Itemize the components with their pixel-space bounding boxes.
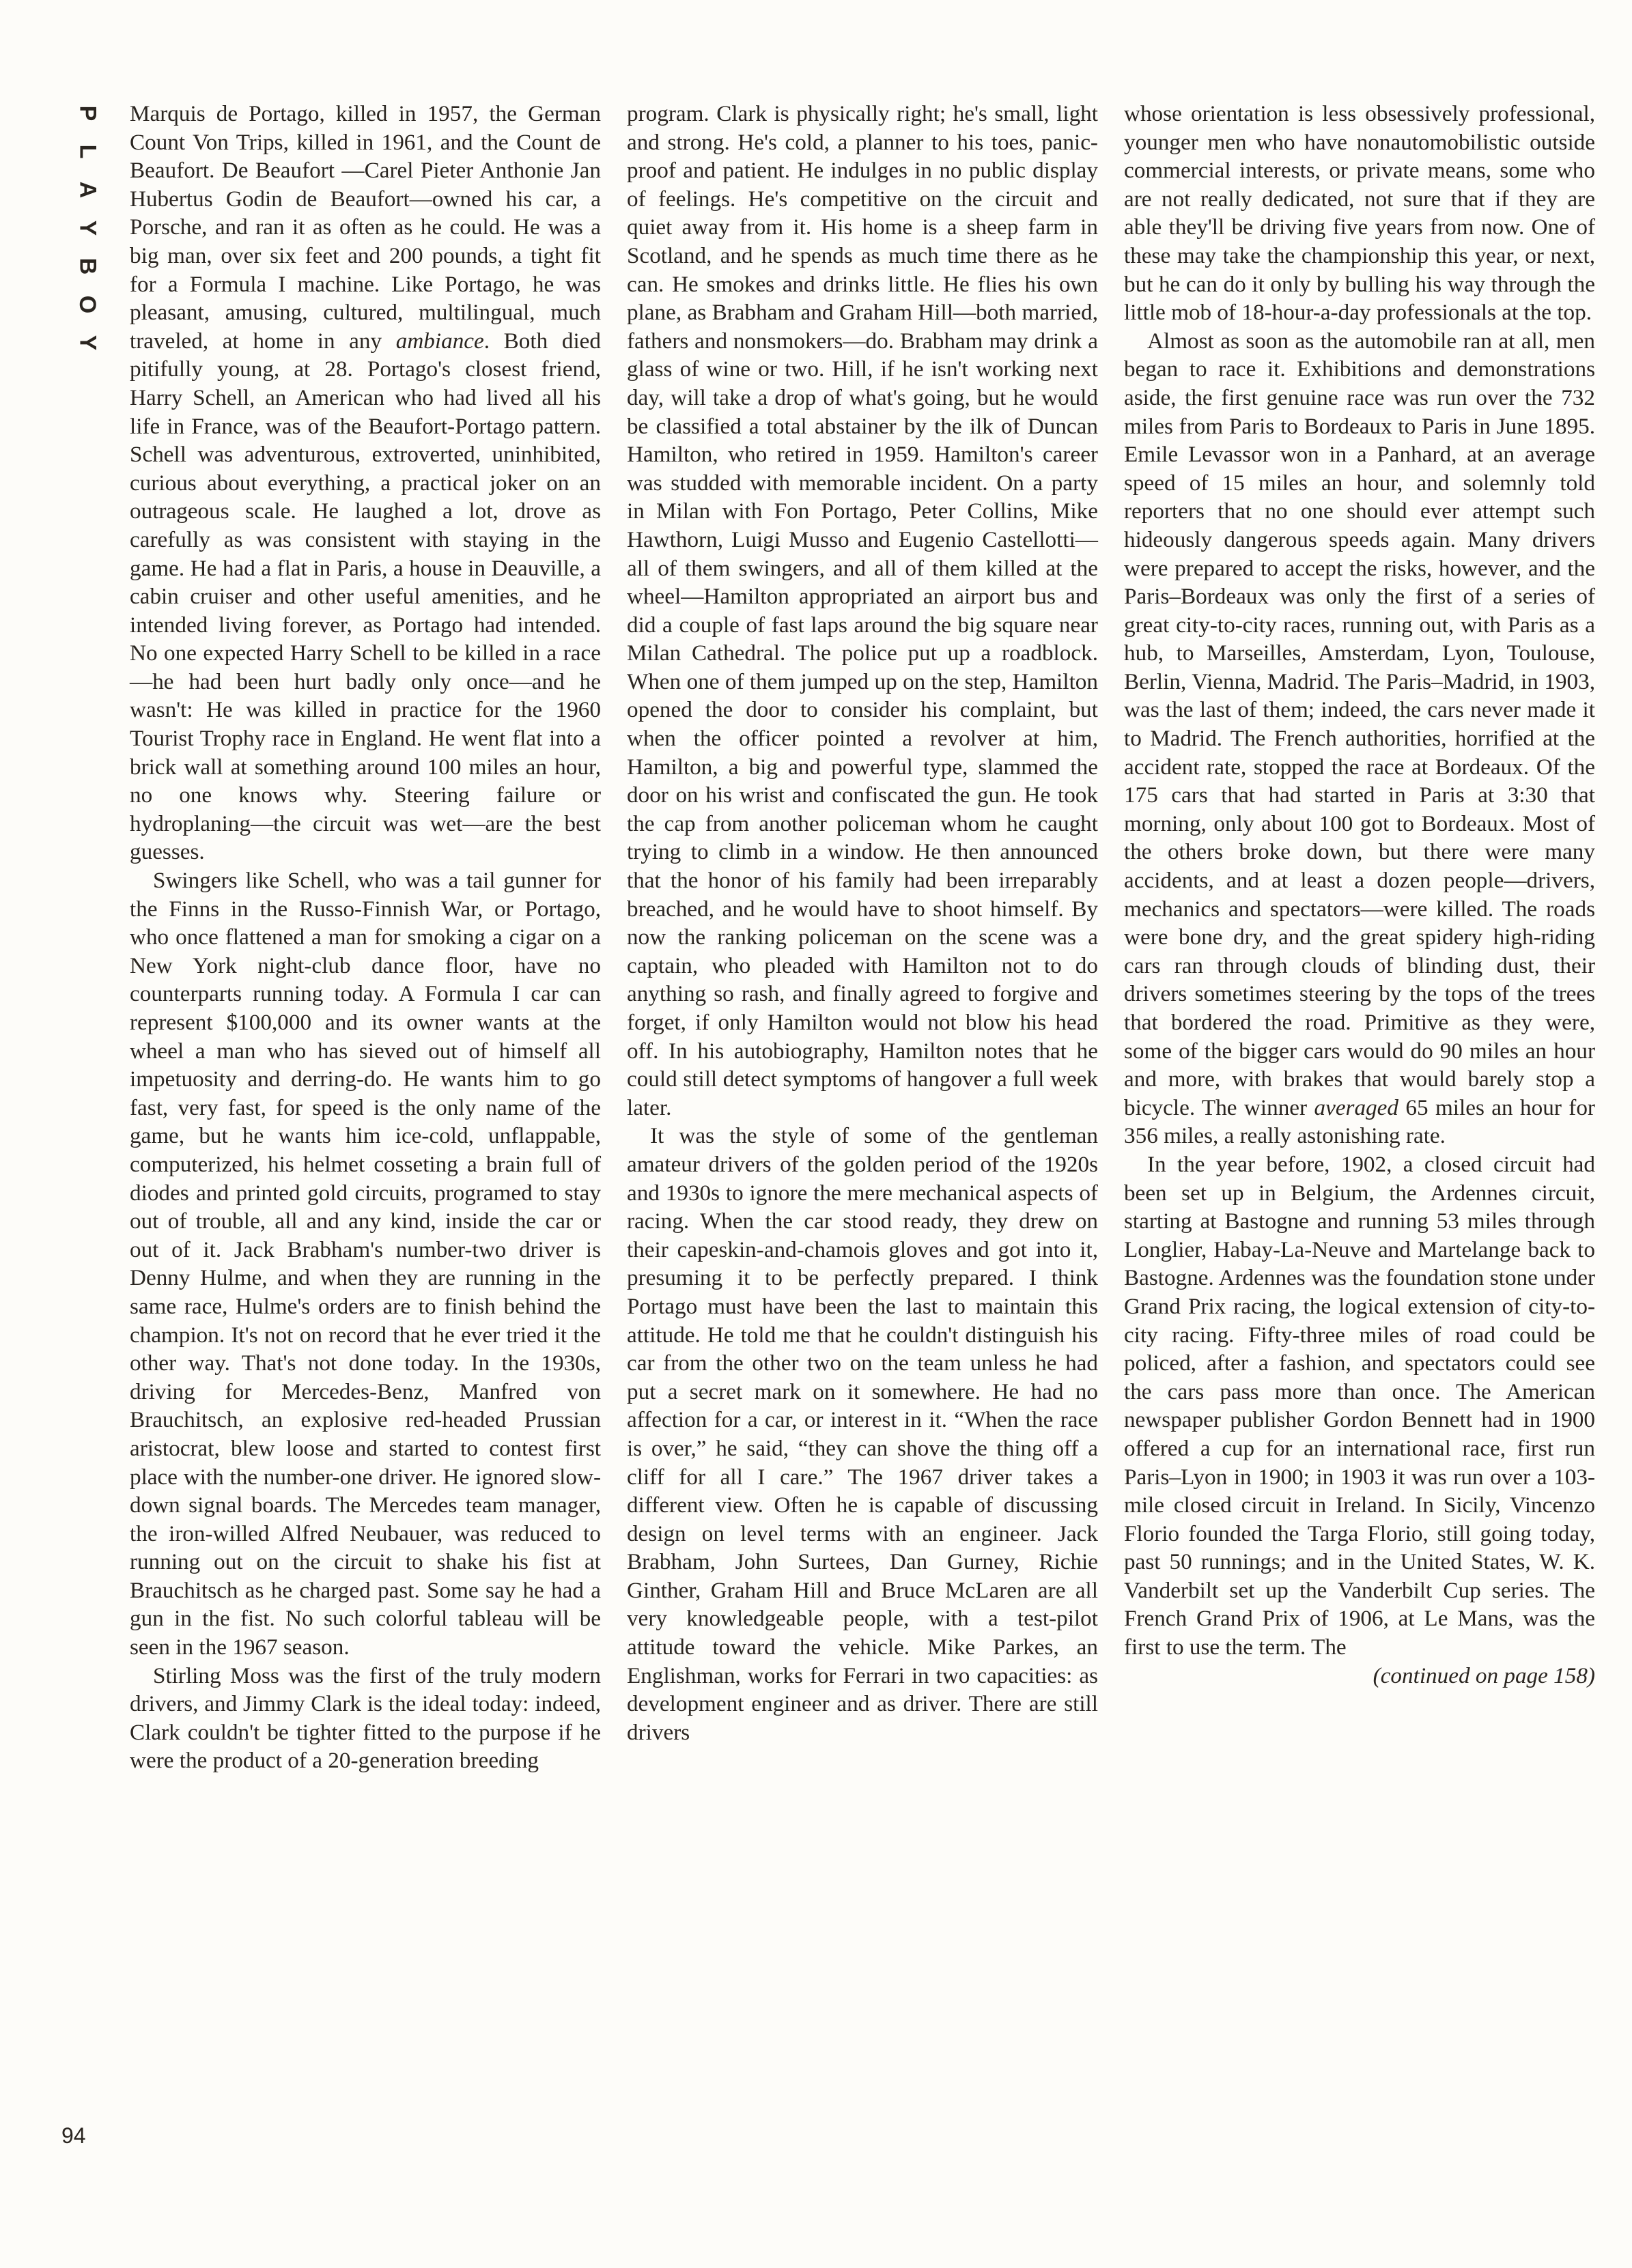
paragraph: Marquis de Portago, killed in 1957, the German Count Von Trips, killed in 1961, and the Count de Beaufort. De Beaufort —Carel Pieter Anthonie Jan Hubertus Godin de Beaufort—owned his car, a Porsche, and ran it as often as he could. He was a big man, over six feet and 200 pounds, a tight fit for a Formula I machine. Like Portago, he was pleasant, amusing, cultured, multilingual, much traveled, at home in any ambiance. Both died pitifully young, at 28. Portago's closest friend, Harry Schell, an American who had lived all his life in France, was of the Beaufort-Portago pattern. Schell was adventurous, extroverted, uninhibited, curious about everything, a practical joker on an outrageous scale. He laughed a lot, drove as carefully as was consistent with staying in the game. He had a flat in Paris, a house in Deauville, a cabin cruiser and other useful amenities, and he intended living forever, as Portago had intended. No one expected Harry Schell to be killed in a race—he had been hurt badly only once—and he wasn't: He was killed in practice for the 1960 Tourist Trophy race in England. He went flat into a brick wall at something around 100 miles an hour, no one knows why. Steering failure or hydroplaning—the circuit was wet—are the best guesses. (130, 101, 601, 865)
paragraph: It was the style of some of the gentleman amateur drivers of the golden period of the 1920s and 1930s to ignore the mere mechanical aspects of racing. When the car stood ready, they drew on their capeskin-and-chamois gloves and got into it, presuming it to be perfectly prepared. I think Portago must have been the last to maintain this attitude. He told me that he couldn't distinguish his car from the other two on the team unless he had put a secret mark on it somewhere. He had no affection for a car, or interest in it. “When the race is over,” he said, “they can shove the thing off a cliff for all I care.” The 1967 driver takes a different view. Often he is capable of discussing design on level terms with an engineer. Jack Brabham, John Surtees, Dan Gurney, Richie Ginther, Graham Hill and Bruce McLaren are all very knowledgeable people, with a test-pilot attitude toward the vehicle. Mike Parkes, an Englishman, works for Ferrari in two capacities: as development engineer and as driver. There are still drivers (627, 1123, 1098, 1745)
masthead-letter: Y (74, 220, 100, 238)
text-column-3 (1124, 100, 1595, 1690)
masthead-letter: Y (74, 335, 100, 352)
paragraph: Almost as soon as the automobile ran at all, men began to race it. Exhibitions and demonstrations aside, the first genuine race was run over the 732 miles from Paris to Bordeaux to Paris in June 1895. Emile Levassor won in a Panhard, at an average speed of 15 miles an hour, and solemnly told reporters that no one should ever attempt such hideously dangerous speeds again. Many drivers were prepared to accept the risks, however, and the Paris–Bordeaux was only the first of a series of great city-to-city races, running out, with Paris as a hub, to Marseilles, Amsterdam, Lyon, Toulouse, Berlin, Vienna, Madrid. The Paris–Madrid, in 1903, was the last of them; indeed, the cars never made it to Madrid. The French authorities, horrified at the accident rate, stopped the race at Bordeaux. Of the 175 cars that had started in Paris at 3:30 that morning, only about 100 got to Bordeaux. Most of the others broke down, but there were many accidents, and at least a dozen people—drivers, mechanics and spectators—were killed. The roads were bone dry, and the great spidery high-riding cars ran through clouds of blinding dust, their drivers sometimes steering by the tops of the trees that bordered the road. Primitive as they were, some of the bigger cars would do 90 miles an hour and more, with brakes that would barely stop a bicycle. The winner averaged 65 miles an hour for 356 miles, a really astonishing rate. (1124, 328, 1595, 1149)
masthead-playboy (74, 102, 101, 355)
paragraph: Stirling Moss was the first of the truly modern drivers, and Jimmy Clark is the ideal today: indeed, Clark couldn't be tighter fitted to the purpose if he were the product of a 20-generation breeding (130, 1662, 601, 1774)
paragraph: Swingers like Schell, who was a tail gunner for the Finns in the Russo-Finnish War, or Portago, who once flattened a man for smoking a cigar on a New York night-club dance floor, have no counterparts running today. A Formula I car can represent $100,000 and its owner wants at the wheel a man who has sieved out of himself all impetuosity and derring-do. He wants him to go fast, very fast, for speed is the only name of the game, but he wants him ice-cold, unflappable, computerized, his helmet cosseting a brain full of diodes and printed gold circuits, programed to stay out of trouble, all and any kind, inside the car or out of it. Jack Brabham's number-two driver is Denny Hulme, and when they are running in the same race, Hulme's orders are to finish behind the champion. It's not on record that he ever tried it the other way. That's not done today. In the 1930s, driving for Mercedes-Benz, Manfred von Brauchitsch, an explosive red-headed Prussian aristocrat, blew loose and started to contest first place with the number-one driver. He ignored slow-down signal boards. The Mercedes team manager, the iron-willed Alfred Neubauer, was reduced to running out on the circuit to shake his fist at Brauchitsch as he charged past. Some say he had a gun in the fist. No such colorful tableau will be seen in the 1967 season. (130, 868, 601, 1660)
text-column-2 (627, 100, 1098, 1746)
masthead-letter: O (74, 295, 100, 315)
page-number: 94 (61, 2123, 86, 2148)
masthead-letter: L (74, 144, 100, 160)
masthead-letter: B (74, 257, 100, 277)
masthead-letter: A (74, 181, 100, 200)
paragraph: In the year before, 1902, a closed circuit had been set up in Belgium, the Ardennes circuit, starting at Bastogne and running 53 miles through Longlier, Habay-La-Neuve and Martelange back to Bastogne. Ardennes was the foundation stone under Grand Prix racing, the logical extension of city-to-city racing. Fifty-three miles of road could be policed, after a fashion, and spectators could see the cars pass more than once. The American newspaper publisher Gordon Bennett had in 1900 offered a cup for an international race, first run Paris–Lyon in 1900; in 1903 it was run over a 103-mile closed circuit in Ireland. In Sicily, Vincenzo Florio founded the Targa Florio, still going today, past 50 runnings; and in the United States, W. K. Vanderbilt set up the Vanderbilt Cup series. The French Grand Prix of 1906, at Le Mans, was the first to use the term. The (1124, 1151, 1595, 1660)
continued-on-link[interactable]: (continued on page 158) (1373, 1662, 1595, 1688)
text-column-1 (130, 100, 601, 1775)
masthead-letter: P (74, 105, 100, 123)
paragraph: whose orientation is less obsessively professional, younger men who have nonautomobilistic outside commercial interests, or private means, some who are not really dedicated, not sure that if they are able they'll be driving five years from now. One of these may take the championship this year, or next, but he can do it only by bulling his way through the little mob of 18-hour-a-day professionals at the top. (1124, 101, 1595, 326)
paragraph: program. Clark is physically right; he's small, light and strong. He's cold, a planner to his toes, panic-proof and patient. He indulges in no public display of feelings. He's competitive on the circuit and quiet away from it. His home is a sheep farm in Scotland, and he spends as much time there as he can. He smokes and drinks little. He flies his own plane, as Brabham and Graham Hill—both married, fathers and nonsmokers—do. Brabham may drink a glass of wine or two. Hill, if he isn't working next day, will take a drop of what's going, but he would be classified a total abstainer by the ilk of Duncan Hamilton, who retired in 1959. Hamilton's career was studded with memorable incident. On a party in Milan with Fon Portago, Peter Collins, Mike Hawthorn, Luigi Musso and Eugenio Castellotti—all of them swingers, and all of them killed at the wheel—Hamilton appropriated an airport bus and did a couple of fast laps around the big square near Milan Cathedral. The police put up a roadblock. When one of them jumped up on the step, Hamilton opened the door to consider his complaint, but when the officer pointed a revolver at him, Hamilton, a big and powerful type, slammed the door on his wrist and confiscated the gun. He took the cap from another policeman whom he caught trying to climb in a window. He then announced that the honor of his family had been irreparably breached, and he would have to shoot himself. By now the ranking policeman on the scene was a captain, who pleaded with Hamilton not to do anything so rash, and finally agreed to forgive and forget, if only Hamilton would not blow his head off. In his autobiography, Hamilton notes that he could still detect symptoms of hangover a full week later. (627, 101, 1098, 1120)
